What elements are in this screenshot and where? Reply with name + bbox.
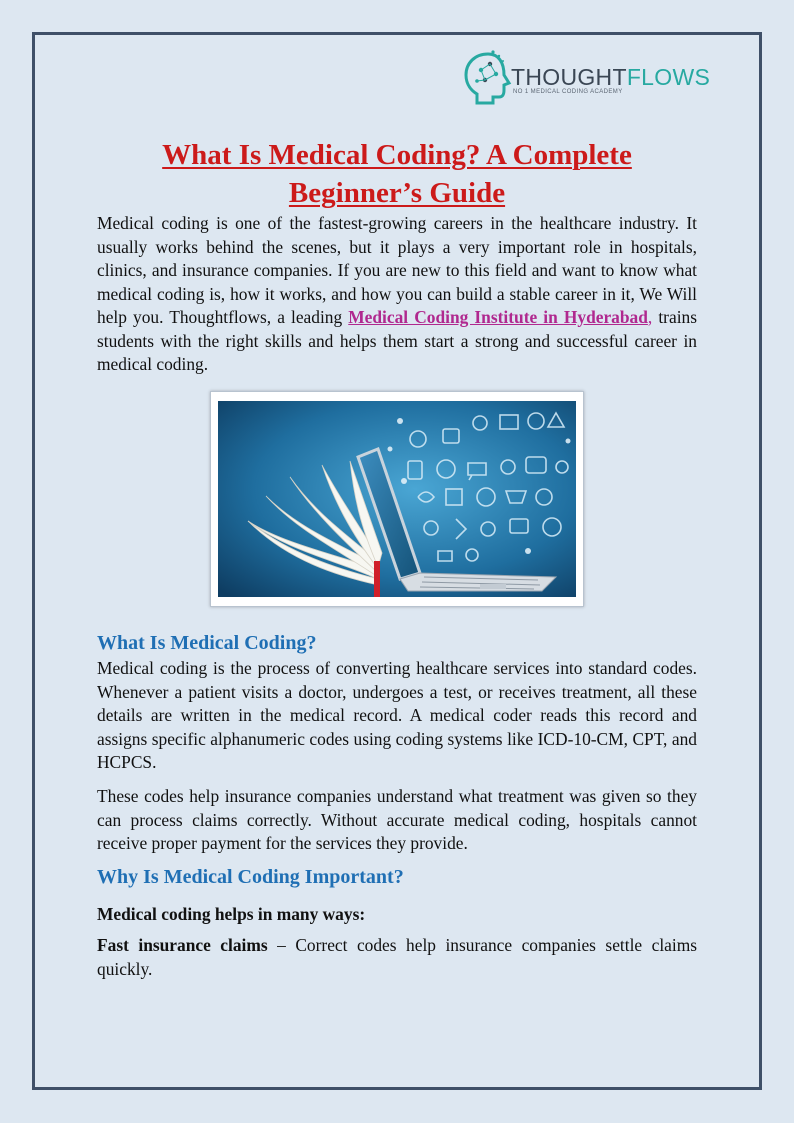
point-fast-claims xyxy=(97,934,697,981)
article-image xyxy=(210,391,584,607)
point-fast-claims-text: – Correct codes help insurance companies settle claims quickly. xyxy=(97,935,698,979)
codes-paragraph: These codes help insurance companies understand what treatment was given so they can process claims correctly. Without accurate medical coding, hospitals cannot receive proper payment for the services they provide. xyxy=(97,786,697,853)
brain-icon xyxy=(463,48,513,106)
section-heading-what: What Is Medical Coding? xyxy=(97,632,317,654)
definition-paragraph: Medical coding is the process of converting healthcare services into standard codes. Whenever a patient visits a doctor, undergoes a test, or receives treatment, all these details are written in the medical record. A medical coder reads this record and assigns specific alphanumeric codes using coding systems like ICD-10-CM, CPT, and HCPCS. xyxy=(97,658,697,772)
brand-name-part2: FLOWS xyxy=(626,64,711,90)
page-title: What Is Medical Coding? A Complete Beginner’s Guide xyxy=(162,139,632,209)
brand-logo xyxy=(463,48,711,106)
book-laptop-icon xyxy=(218,401,576,597)
brand-name-part1: THOUGHT xyxy=(511,64,627,90)
intro-paragraph xyxy=(97,212,697,377)
intro-text-after-link: trains students with the right skills and helps them start a strong and successful career in medical coding. xyxy=(97,307,697,374)
brand-tagline: NO 1 MEDICAL CODING ACADEMY xyxy=(513,89,623,95)
ways-intro: Medical coding helps in many ways: xyxy=(97,904,366,924)
point-fast-claims-label: Fast insurance claims xyxy=(97,935,268,955)
institute-link[interactable]: Medical Coding Institute in Hyderabad xyxy=(348,307,648,327)
intro-text-before-link: Medical coding is one of the fastest-growing careers in the healthcare industry. It usually works behind the scenes, but it plays a very important role in hospitals, clinics, and insurance companies. If you are new to this field and want to know what medical coding is, how it works, and how you can build a stable career in it, We Will help you. Thoughtflows, a leading xyxy=(97,213,697,327)
brand-name xyxy=(511,64,710,91)
link-tail: , xyxy=(647,307,653,327)
section-heading-why: Why Is Medical Coding Important? xyxy=(97,866,404,888)
